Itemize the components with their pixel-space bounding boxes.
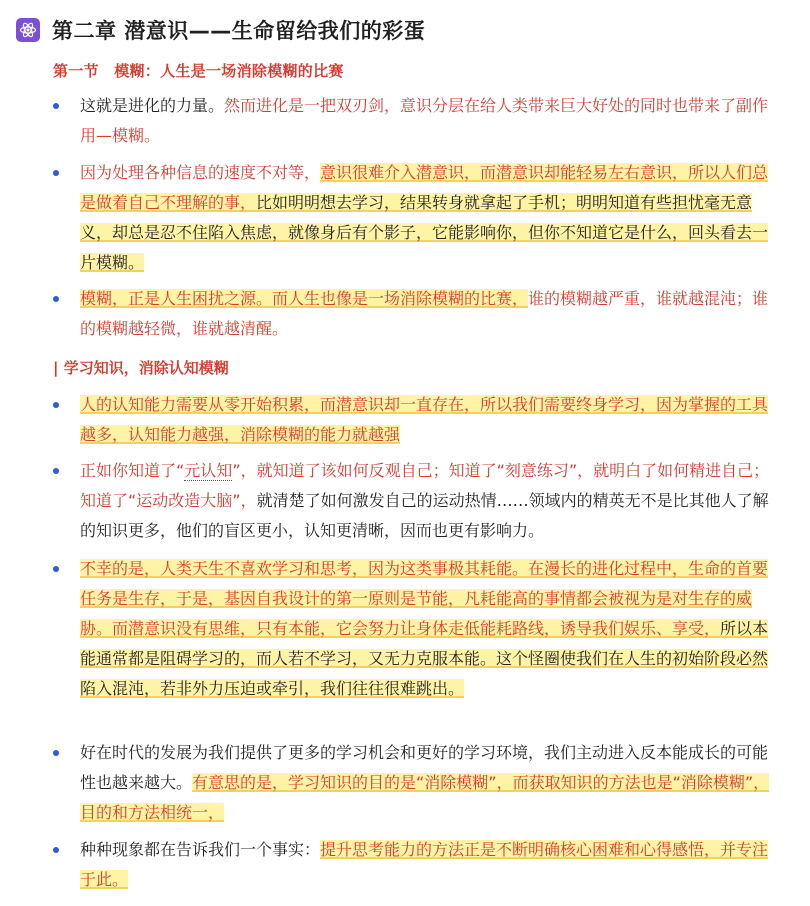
list-item-text: [80, 284, 783, 344]
list-item-text: [80, 390, 783, 450]
list-item: [53, 456, 783, 546]
text-segment: 元认知: [184, 461, 233, 480]
bullet-dot-icon: [53, 402, 59, 408]
list-item-text: [80, 738, 783, 828]
text-segment: 然而进化是一把双刃剑，意识分层在给人类带来巨大好处的同时也带来了副作用—模糊。: [80, 96, 769, 145]
text-segment: 谁的模糊越严重，谁就越混沌；谁的模糊越轻微，谁就越清醒。: [80, 289, 769, 338]
text-segment: 就清楚了如何激发自己的运动热情……领域内的精英无不是比其他人了解的知识更多，他们的盲区更小，认知更清晰，因而也更有影响力。: [80, 491, 769, 540]
list-item: [53, 554, 783, 704]
bullet-dot-icon: [53, 750, 59, 756]
text-segment: 所以本能通常都是阻碍学习的，而人若不学习，又无力克服本能。这个怪圈使我们在人生的初始阶段必然陷入混沌，若非外力压迫或牵引，我们往往很难跳出。: [80, 619, 769, 698]
text-segment: 意识很难介入潜意识，而潜意识却能轻易左右意识，所以人们总是做着自己不理解的事，: [80, 163, 769, 212]
text-segment: 好在时代的发展为我们提供了更多的学习机会和更好的学习环境，我们主动进入反本能成长的可能性也越来越大。: [80, 743, 769, 792]
bullet-dot-icon: [53, 566, 59, 572]
text-segment: 正如你知道了“: [80, 461, 185, 480]
text-segment: 种种现象都在告诉我们一个事实：: [80, 840, 321, 859]
list-item-text: [80, 554, 783, 704]
list-item: [53, 158, 783, 278]
text-segment: 模糊，正是人生困扰之源。而人生也像是一场消除模糊的比赛，: [80, 289, 529, 308]
text-segment: 有意思的是，学习知识的目的是“消除模糊”，而获取知识的方法也是“消除模糊”，目的和方法相统一，: [80, 773, 770, 822]
list-item-text: [80, 158, 783, 278]
text-segment: 因为处理各种信息的速度不对等，: [80, 163, 321, 182]
text-segment: 比如明明想去学习，结果转身就拿起了手机；明明知道有些担忧毫无意义，却总是忍不住陷入焦虑，就像身后有个影子，它能影响你，但你不知道它是什么，回头看去一片模糊。: [80, 193, 769, 272]
bullet-dot-icon: [53, 170, 59, 176]
list-item: [53, 738, 783, 828]
chapter-title: 第二章 潜意识——生命留给我们的彩蛋: [52, 19, 426, 43]
bullet-dot-icon: [53, 468, 59, 474]
bullet-dot-icon: [53, 847, 59, 853]
atom-icon: [16, 18, 40, 42]
chapter-heading: [16, 14, 425, 46]
text-segment: 提升思考能力的方法正是不断明确核心困难和心得感悟，并专注于此。: [80, 840, 769, 889]
list-item-text: [80, 835, 783, 895]
text-segment: 人的认知能力需要从零开始积累，而潜意识却一直存在，所以我们需要终身学习，因为掌握的工具越多，认知能力越强，消除模糊的能力就越强: [80, 395, 769, 444]
list-item: [53, 91, 783, 151]
list-item: [53, 390, 783, 450]
list-item: [53, 835, 783, 895]
text-segment: 这就是进化的力量。: [80, 96, 225, 115]
text-segment: ”，就知道了该如何反观自己；知道了“刻意练习”，就明白了如何精进自己；知道了“运动改造大脑”，: [80, 461, 770, 510]
section-title-2: | 学习知识，消除认知模糊: [53, 359, 229, 377]
bullet-dot-icon: [53, 103, 59, 109]
bullet-dot-icon: [53, 296, 59, 302]
list-item-text: [80, 91, 783, 151]
list-item: [53, 284, 783, 344]
list-item-text: [80, 456, 783, 546]
section-title-1: 第一节 模糊：人生是一场消除模糊的比赛: [53, 62, 344, 80]
text-segment: 不幸的是，人类天生不喜欢学习和思考，因为这类事极其耗能。在漫长的进化过程中，生命的首要任务是生存，于是，基因自我设计的第一原则是节能，凡耗能高的事情都会被视为是对生存的威胁。而潜意识没有思维，只有本能，它会努力让身体走低能耗路线，诱导我们娱乐、享受，: [80, 559, 769, 638]
